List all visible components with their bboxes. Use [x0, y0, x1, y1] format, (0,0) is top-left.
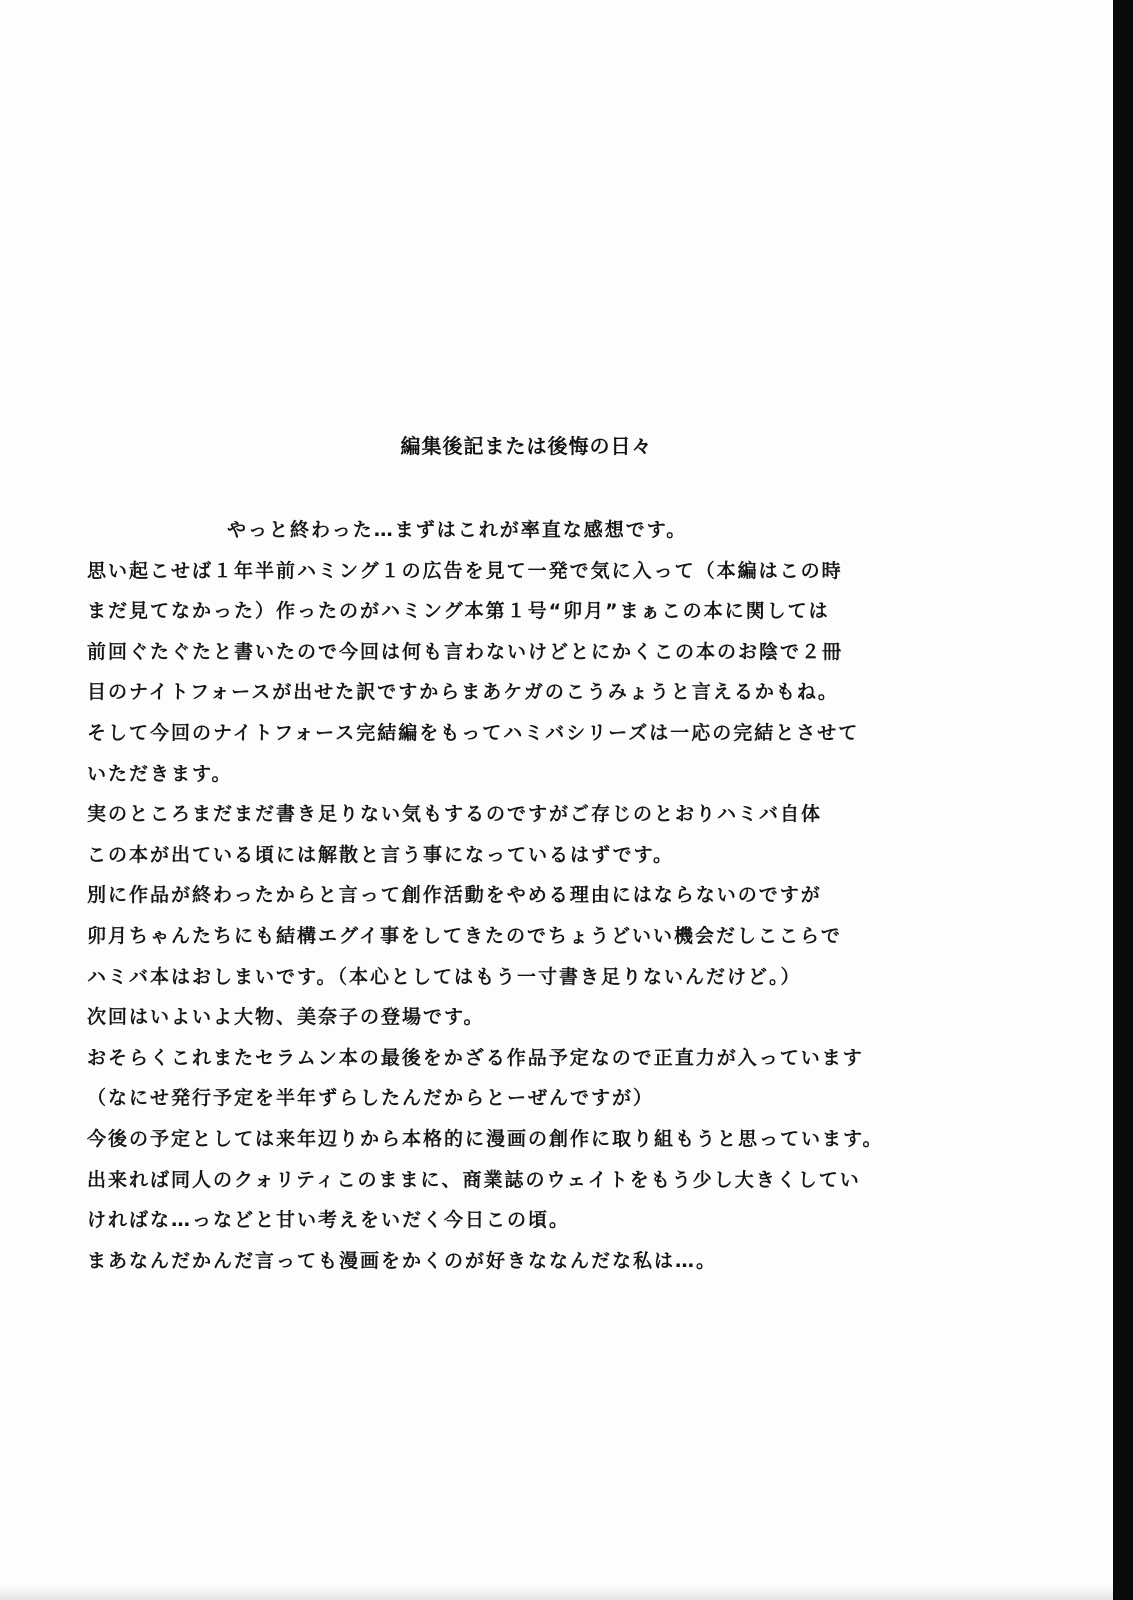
text-line: 出来れば同人のクォリティこのままに、商業誌のウェイトをもう少し大きくしてい — [87, 1168, 861, 1191]
scan-border-right — [1113, 0, 1133, 1600]
text-line: ハミバ本はおしまいです。（本心としてはもう一寸書き足りないんだけど。） — [87, 965, 802, 988]
text-line: （なにせ発行予定を半年ずらしたんだからとーぜんですが） — [87, 1087, 655, 1110]
document-body — [87, 510, 987, 1281]
text-line: 目のナイトフォースが出せた訳ですからまあケガのこうみょうと言えるかもね。 — [87, 681, 839, 704]
text-line: 前回ぐたぐたと書いたので今回は何も言わないけどとにかくこの本のお陰で２冊 — [87, 640, 844, 663]
text-line: まだ見てなかった）作ったのがハミング本第１号“卯月”まぁこの本に関しては — [87, 600, 830, 623]
text-line: この本が出ている頃には解散と言う事になっているはずです。 — [87, 843, 675, 866]
text-line: 今後の予定としては来年辺りから本格的に漫画の創作に取り組もうと思っています。 — [87, 1127, 884, 1150]
text-line: ければな…っなどと甘い考えをいだく今日この頃。 — [87, 1209, 571, 1232]
text-line: 実のところまだまだ書き足りない気もするのですがご存じのとおりハミバ自体 — [87, 803, 823, 826]
text-line: 別に作品が終わったからと言って創作活動をやめる理由にはならないのですが — [87, 884, 822, 907]
text-line: 卯月ちゃんたちにも結構エグイ事をしてきたのでちょうどいい機会だしここらで — [87, 924, 842, 947]
text-line: いただきます。 — [87, 762, 233, 785]
text-line: そして今回のナイトフォース完結編をもってハミバシリーズは一応の完結とさせて — [87, 721, 860, 744]
scan-shadow-bottom — [0, 1586, 1113, 1600]
text-line: やっと終わった…まずはこれが率直な感想です。 — [227, 519, 688, 541]
text-line: 次回はいよいよ大物、美奈子の登場です。 — [87, 1006, 485, 1029]
text-line: おそらくこれまたセラムン本の最後をかざる作品予定なので正直力が入っています — [87, 1046, 864, 1069]
document-title: 編集後記または後悔の日々 — [400, 434, 653, 458]
text-line: まあなんだかんだ言っても漫画をかくのが好きななんだな私は…。 — [87, 1249, 718, 1272]
text-line: 思い起こせば１年半前ハミング１の広告を見て一発で気に入って（本編はこの時 — [87, 559, 843, 582]
